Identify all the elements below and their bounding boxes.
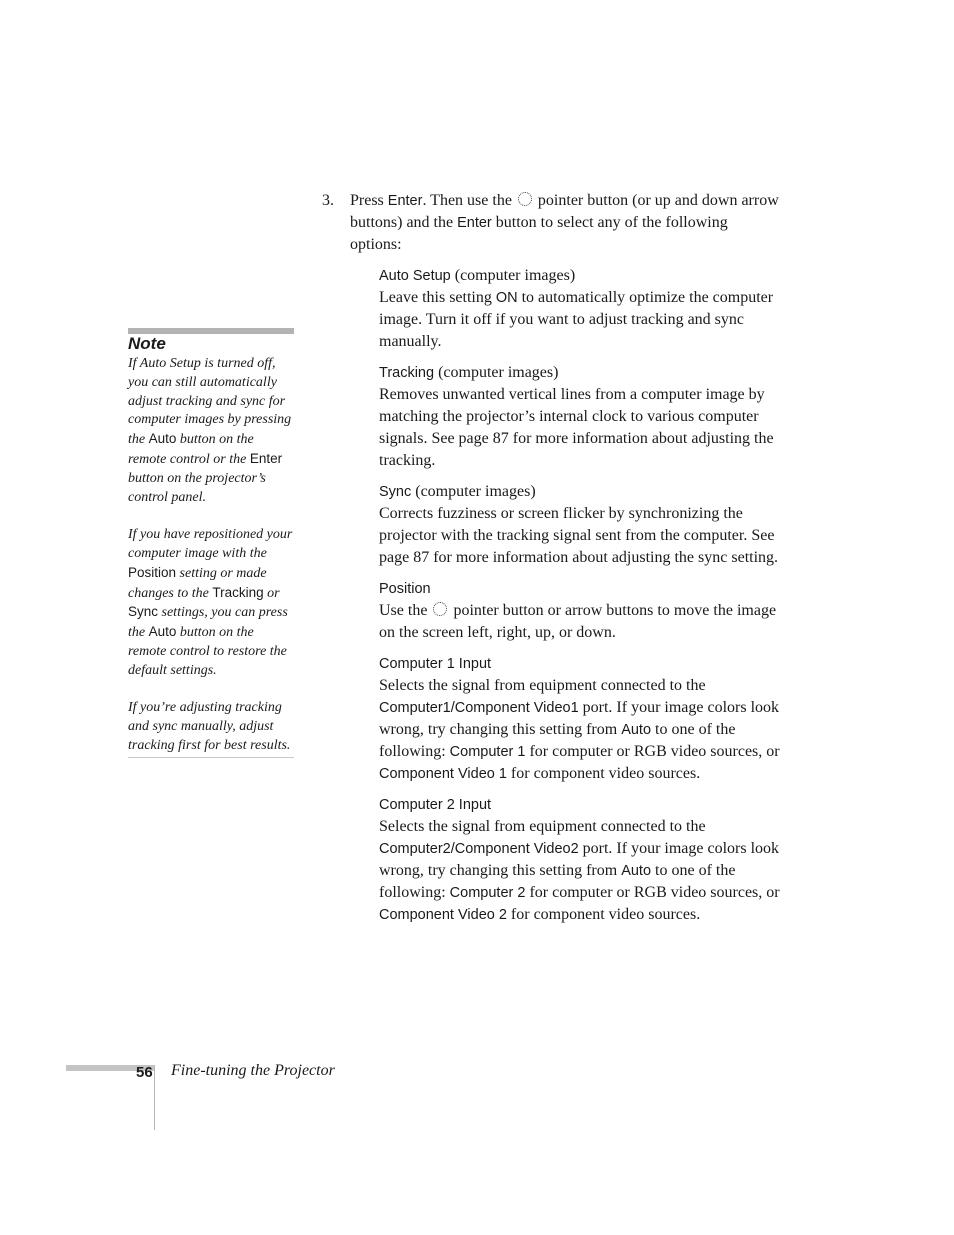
ui-term: Sync <box>128 604 159 620</box>
option-heading <box>379 265 789 287</box>
ui-term: Enter <box>457 215 492 231</box>
step-3 <box>322 190 782 256</box>
ui-term: Auto <box>621 722 652 738</box>
option-item <box>379 653 789 785</box>
ui-term: Computer1/Component Video1 <box>379 700 579 716</box>
footer-vertical-rule <box>154 1065 155 1130</box>
option-item <box>379 265 789 353</box>
note-title: Note <box>128 334 166 353</box>
step-text: Press Enter. Then use the pointer button (or up and down arrow buttons) and the Enter button to select any of the following options: <box>350 192 779 253</box>
ui-term: Computer 1 <box>449 744 526 760</box>
option-description: Removes unwanted vertical lines from a computer image by matching the projector’s internal clock to various computer signals. See page 87 for more information about adjusting the tracking. <box>379 386 774 469</box>
pointer-button-icon <box>518 192 532 206</box>
option-name: Auto Setup <box>379 268 451 284</box>
option-name: Computer 2 Input <box>379 797 492 813</box>
option-qualifier: (computer images) <box>434 364 559 381</box>
pointer-button-icon <box>433 602 447 616</box>
ui-term: Auto <box>621 863 652 879</box>
option-description: Leave this setting ON to automatically optimize the computer image. Turn it off if you want to adjust tracking and sync manually. <box>379 289 774 350</box>
option-description: Selects the signal from equipment connected to the Computer1/Component Video1 port. If your image colors look wrong, try changing this setting from Auto to one of the following: Computer 1 for computer or RGB video sources, or Component Video 1 for component video sources. <box>379 677 780 782</box>
ui-term: Auto <box>148 624 177 640</box>
option-qualifier: (computer images) <box>411 483 536 500</box>
ui-term: Auto <box>148 431 177 447</box>
step-number: 3. <box>322 192 334 209</box>
options-list <box>379 265 789 935</box>
option-heading <box>379 362 789 384</box>
option-item <box>379 481 789 569</box>
note-paragraph: If you’re adjusting tracking and sync manually, adjust tracking first for best results. <box>128 700 291 753</box>
option-name: Sync <box>379 484 412 500</box>
option-item <box>379 578 789 644</box>
option-qualifier: (computer images) <box>450 267 576 284</box>
note-paragraph: If Auto Setup is turned off, you can still automatically adjust tracking and sync for computer images by pressing the Auto button on the remote control or the Enter button on the projector’s control panel. <box>128 356 292 505</box>
ui-term: Tracking <box>212 584 264 600</box>
option-name: Computer 1 Input <box>379 656 492 672</box>
ui-term: Computer2/Component Video2 <box>379 841 579 857</box>
note-paragraph: If you have repositioned your computer image with the Position setting or made changes to the Tracking or Sync settings, you can press the Auto button on the remote control to restore the default settings. <box>128 527 293 678</box>
option-heading <box>379 578 789 600</box>
page-number: 56 <box>136 1064 153 1081</box>
ui-term: Position <box>128 564 177 580</box>
option-description: Selects the signal from equipment connected to the Computer2/Component Video2 port. If your image colors look wrong, try changing this setting from Auto to one of the following: Computer 2 for computer or RGB video sources, or Component Video 2 for component video sources. <box>379 818 780 923</box>
option-description: Use the pointer button or arrow buttons to move the image on the screen left, right, up, or down. <box>379 602 777 641</box>
note-bottom-rule <box>128 757 294 758</box>
ui-term: Component Video 2 <box>379 907 507 923</box>
option-item <box>379 362 789 472</box>
running-head: Fine-tuning the Projector <box>171 1062 335 1079</box>
option-heading <box>379 481 789 503</box>
option-name: Position <box>379 581 431 597</box>
option-description: Corrects fuzziness or screen flicker by synchronizing the projector with the tracking signal sent from the computer. See page 87 for more information about adjusting the sync setting. <box>379 505 779 566</box>
option-name: Tracking <box>379 365 435 381</box>
ui-term: Enter <box>387 193 423 209</box>
ui-term: ON <box>495 290 518 306</box>
ui-term: Enter <box>249 450 283 466</box>
option-item <box>379 794 789 926</box>
ui-term: Component Video 1 <box>379 766 507 782</box>
option-heading <box>379 794 789 816</box>
option-heading <box>379 653 789 675</box>
note-body <box>128 355 294 756</box>
ui-term: Computer 2 <box>449 885 526 901</box>
